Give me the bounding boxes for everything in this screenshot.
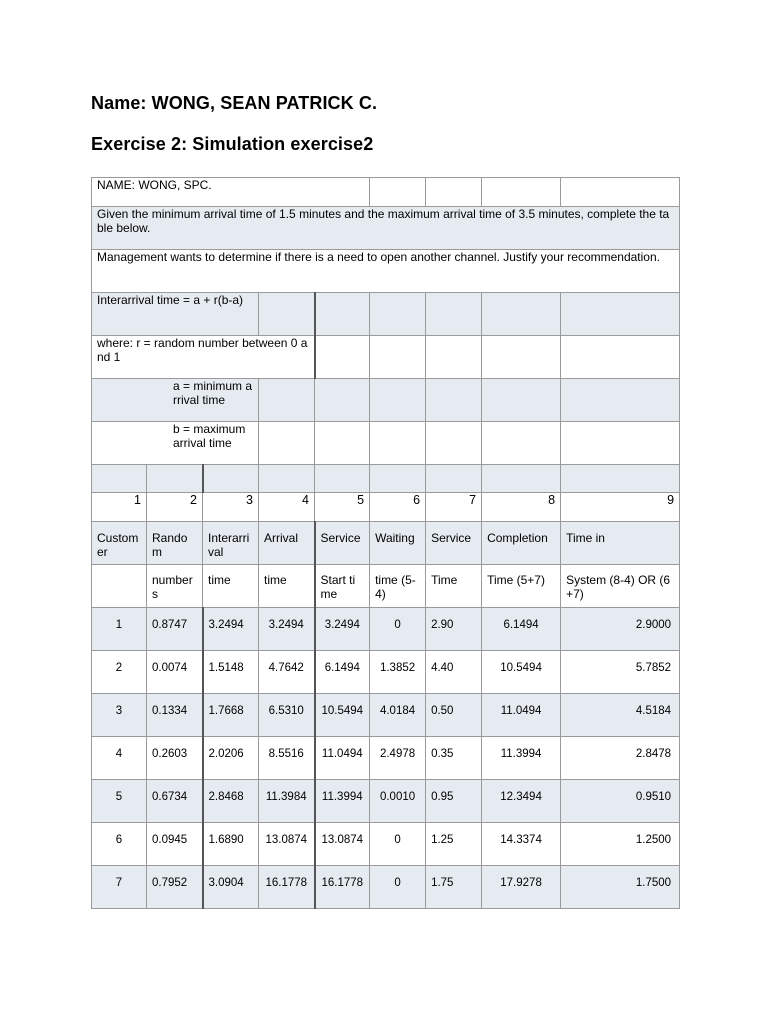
time-in-system-cell: 1.2500 bbox=[561, 823, 680, 866]
customer-cell: 1 bbox=[92, 608, 147, 651]
column-number: 5 bbox=[315, 493, 370, 522]
service-time-cell: 0.50 bbox=[426, 694, 482, 737]
customer-cell: 5 bbox=[92, 780, 147, 823]
column-subheader: time bbox=[259, 565, 315, 608]
column-number: 2 bbox=[147, 493, 203, 522]
empty-cell bbox=[259, 293, 315, 336]
arrival-cell: 3.2494 bbox=[259, 608, 315, 651]
completion-cell: 10.5494 bbox=[482, 651, 561, 694]
empty-cell bbox=[370, 336, 426, 379]
empty-cell bbox=[92, 465, 147, 493]
time-in-system-cell: 1.7500 bbox=[561, 866, 680, 909]
name-row bbox=[92, 178, 680, 207]
time-in-system-cell: 5.7852 bbox=[561, 651, 680, 694]
empty-cell bbox=[315, 465, 370, 493]
empty-cell bbox=[482, 178, 561, 207]
where-cell: where: r = random number between 0 and 1 bbox=[92, 336, 315, 379]
student-name-heading: Name: WONG, SEAN PATRICK C. bbox=[91, 93, 378, 113]
exercise-title-heading: Exercise 2: Simulation exercise2 bbox=[91, 134, 374, 154]
service-time-cell: 0.95 bbox=[426, 780, 482, 823]
empty-cell bbox=[203, 465, 259, 493]
formula-row bbox=[92, 293, 680, 336]
column-number: 6 bbox=[370, 493, 426, 522]
column-number: 3 bbox=[203, 493, 259, 522]
waiting-cell: 1.3852 bbox=[370, 651, 426, 694]
column-number: 4 bbox=[259, 493, 315, 522]
column-header: Time in bbox=[561, 522, 680, 565]
customer-cell: 3 bbox=[92, 694, 147, 737]
column-subheader bbox=[92, 565, 147, 608]
column-subheader: numbers bbox=[147, 565, 203, 608]
column-subheader: Time bbox=[426, 565, 482, 608]
column-subheader: time bbox=[203, 565, 259, 608]
empty-cell bbox=[315, 379, 370, 422]
a-definition-row bbox=[92, 379, 680, 422]
random-cell: 0.6734 bbox=[147, 780, 203, 823]
waiting-cell: 4.0184 bbox=[370, 694, 426, 737]
empty-cell bbox=[561, 379, 680, 422]
waiting-cell: 0.0010 bbox=[370, 780, 426, 823]
blank-row bbox=[92, 465, 680, 493]
customer-cell: 7 bbox=[92, 866, 147, 909]
column-number: 7 bbox=[426, 493, 482, 522]
interarrival-cell: 1.5148 bbox=[203, 651, 259, 694]
empty-cell bbox=[370, 422, 426, 465]
empty-cell bbox=[426, 178, 482, 207]
service-time-cell: 2.90 bbox=[426, 608, 482, 651]
table-row bbox=[92, 608, 680, 651]
empty-cell bbox=[315, 293, 370, 336]
b-definition-cell: b = maximum arrival time bbox=[92, 422, 259, 465]
waiting-cell: 0 bbox=[370, 823, 426, 866]
given-row bbox=[92, 207, 680, 250]
empty-cell bbox=[259, 379, 315, 422]
customer-cell: 2 bbox=[92, 651, 147, 694]
empty-cell bbox=[426, 379, 482, 422]
empty-cell bbox=[315, 422, 370, 465]
arrival-cell: 8.5516 bbox=[259, 737, 315, 780]
waiting-cell: 2.4978 bbox=[370, 737, 426, 780]
a-definition-cell: a = minimum arrival time bbox=[92, 379, 259, 422]
empty-cell bbox=[482, 465, 561, 493]
random-cell: 0.1334 bbox=[147, 694, 203, 737]
column-header: Service bbox=[426, 522, 482, 565]
time-in-system-cell: 4.5184 bbox=[561, 694, 680, 737]
interarrival-cell: 1.6890 bbox=[203, 823, 259, 866]
name-cell: NAME: WONG, SPC. bbox=[92, 178, 370, 207]
column-subheader: System (8-4) OR (6+7) bbox=[561, 565, 680, 608]
arrival-cell: 11.3984 bbox=[259, 780, 315, 823]
service-start-cell: 6.1494 bbox=[315, 651, 370, 694]
column-number-row bbox=[92, 493, 680, 522]
table-row bbox=[92, 694, 680, 737]
time-in-system-cell: 0.9510 bbox=[561, 780, 680, 823]
empty-cell bbox=[482, 379, 561, 422]
b-definition-row bbox=[92, 422, 680, 465]
column-header: Service bbox=[315, 522, 370, 565]
random-cell: 0.2603 bbox=[147, 737, 203, 780]
column-header: Waiting bbox=[370, 522, 426, 565]
empty-cell bbox=[370, 379, 426, 422]
column-number: 9 bbox=[561, 493, 680, 522]
empty-cell bbox=[426, 465, 482, 493]
empty-cell bbox=[561, 336, 680, 379]
interarrival-cell: 2.8468 bbox=[203, 780, 259, 823]
empty-cell bbox=[370, 465, 426, 493]
customer-cell: 6 bbox=[92, 823, 147, 866]
empty-cell bbox=[370, 178, 426, 207]
completion-cell: 17.9278 bbox=[482, 866, 561, 909]
table-row bbox=[92, 737, 680, 780]
arrival-cell: 13.0874 bbox=[259, 823, 315, 866]
interarrival-cell: 3.2494 bbox=[203, 608, 259, 651]
column-subheader: time (5-4) bbox=[370, 565, 426, 608]
interarrival-cell: 3.0904 bbox=[203, 866, 259, 909]
time-in-system-cell: 2.8478 bbox=[561, 737, 680, 780]
service-time-cell: 1.25 bbox=[426, 823, 482, 866]
table-row bbox=[92, 823, 680, 866]
empty-cell bbox=[561, 178, 680, 207]
header-row-1 bbox=[92, 522, 680, 565]
service-start-cell: 11.0494 bbox=[315, 737, 370, 780]
empty-cell bbox=[259, 422, 315, 465]
column-header: Interarrival bbox=[203, 522, 259, 565]
header-row-2 bbox=[92, 565, 680, 608]
service-start-cell: 11.3994 bbox=[315, 780, 370, 823]
service-start-cell: 10.5494 bbox=[315, 694, 370, 737]
simulation-table bbox=[91, 177, 680, 909]
formula-cell: Interarrival time = a + r(b-a) bbox=[92, 293, 259, 336]
empty-cell bbox=[482, 293, 561, 336]
completion-cell: 12.3494 bbox=[482, 780, 561, 823]
completion-cell: 11.3994 bbox=[482, 737, 561, 780]
empty-cell bbox=[426, 422, 482, 465]
empty-cell bbox=[426, 293, 482, 336]
random-cell: 0.7952 bbox=[147, 866, 203, 909]
waiting-cell: 0 bbox=[370, 866, 426, 909]
random-cell: 0.0074 bbox=[147, 651, 203, 694]
given-cell: Given the minimum arrival time of 1.5 minutes and the maximum arrival time of 3.5 minutes, complete the table below. bbox=[92, 207, 680, 250]
time-in-system-cell: 2.9000 bbox=[561, 608, 680, 651]
where-row bbox=[92, 336, 680, 379]
service-start-cell: 3.2494 bbox=[315, 608, 370, 651]
empty-cell bbox=[561, 422, 680, 465]
table-row bbox=[92, 866, 680, 909]
service-start-cell: 13.0874 bbox=[315, 823, 370, 866]
interarrival-cell: 2.0206 bbox=[203, 737, 259, 780]
arrival-cell: 16.1778 bbox=[259, 866, 315, 909]
interarrival-cell: 1.7668 bbox=[203, 694, 259, 737]
column-header: Completion bbox=[482, 522, 561, 565]
column-subheader: Start time bbox=[315, 565, 370, 608]
column-header: Customer bbox=[92, 522, 147, 565]
empty-cell bbox=[482, 422, 561, 465]
waiting-cell: 0 bbox=[370, 608, 426, 651]
completion-cell: 11.0494 bbox=[482, 694, 561, 737]
empty-cell bbox=[426, 336, 482, 379]
arrival-cell: 4.7642 bbox=[259, 651, 315, 694]
table-row bbox=[92, 780, 680, 823]
service-time-cell: 0.35 bbox=[426, 737, 482, 780]
service-time-cell: 4.40 bbox=[426, 651, 482, 694]
column-number: 8 bbox=[482, 493, 561, 522]
column-header: Random bbox=[147, 522, 203, 565]
completion-cell: 14.3374 bbox=[482, 823, 561, 866]
column-number: 1 bbox=[92, 493, 147, 522]
empty-cell bbox=[315, 336, 370, 379]
empty-cell bbox=[561, 465, 680, 493]
service-time-cell: 1.75 bbox=[426, 866, 482, 909]
table-row bbox=[92, 651, 680, 694]
column-subheader: Time (5+7) bbox=[482, 565, 561, 608]
column-header: Arrival bbox=[259, 522, 315, 565]
service-start-cell: 16.1778 bbox=[315, 866, 370, 909]
management-cell: Management wants to determine if there is a need to open another channel. Justify your recommendation. bbox=[92, 250, 680, 293]
arrival-cell: 6.5310 bbox=[259, 694, 315, 737]
empty-cell bbox=[370, 293, 426, 336]
customer-cell: 4 bbox=[92, 737, 147, 780]
empty-cell bbox=[561, 293, 680, 336]
random-cell: 0.0945 bbox=[147, 823, 203, 866]
completion-cell: 6.1494 bbox=[482, 608, 561, 651]
empty-cell bbox=[259, 465, 315, 493]
empty-cell bbox=[482, 336, 561, 379]
random-cell: 0.8747 bbox=[147, 608, 203, 651]
management-row bbox=[92, 250, 680, 293]
empty-cell bbox=[147, 465, 203, 493]
